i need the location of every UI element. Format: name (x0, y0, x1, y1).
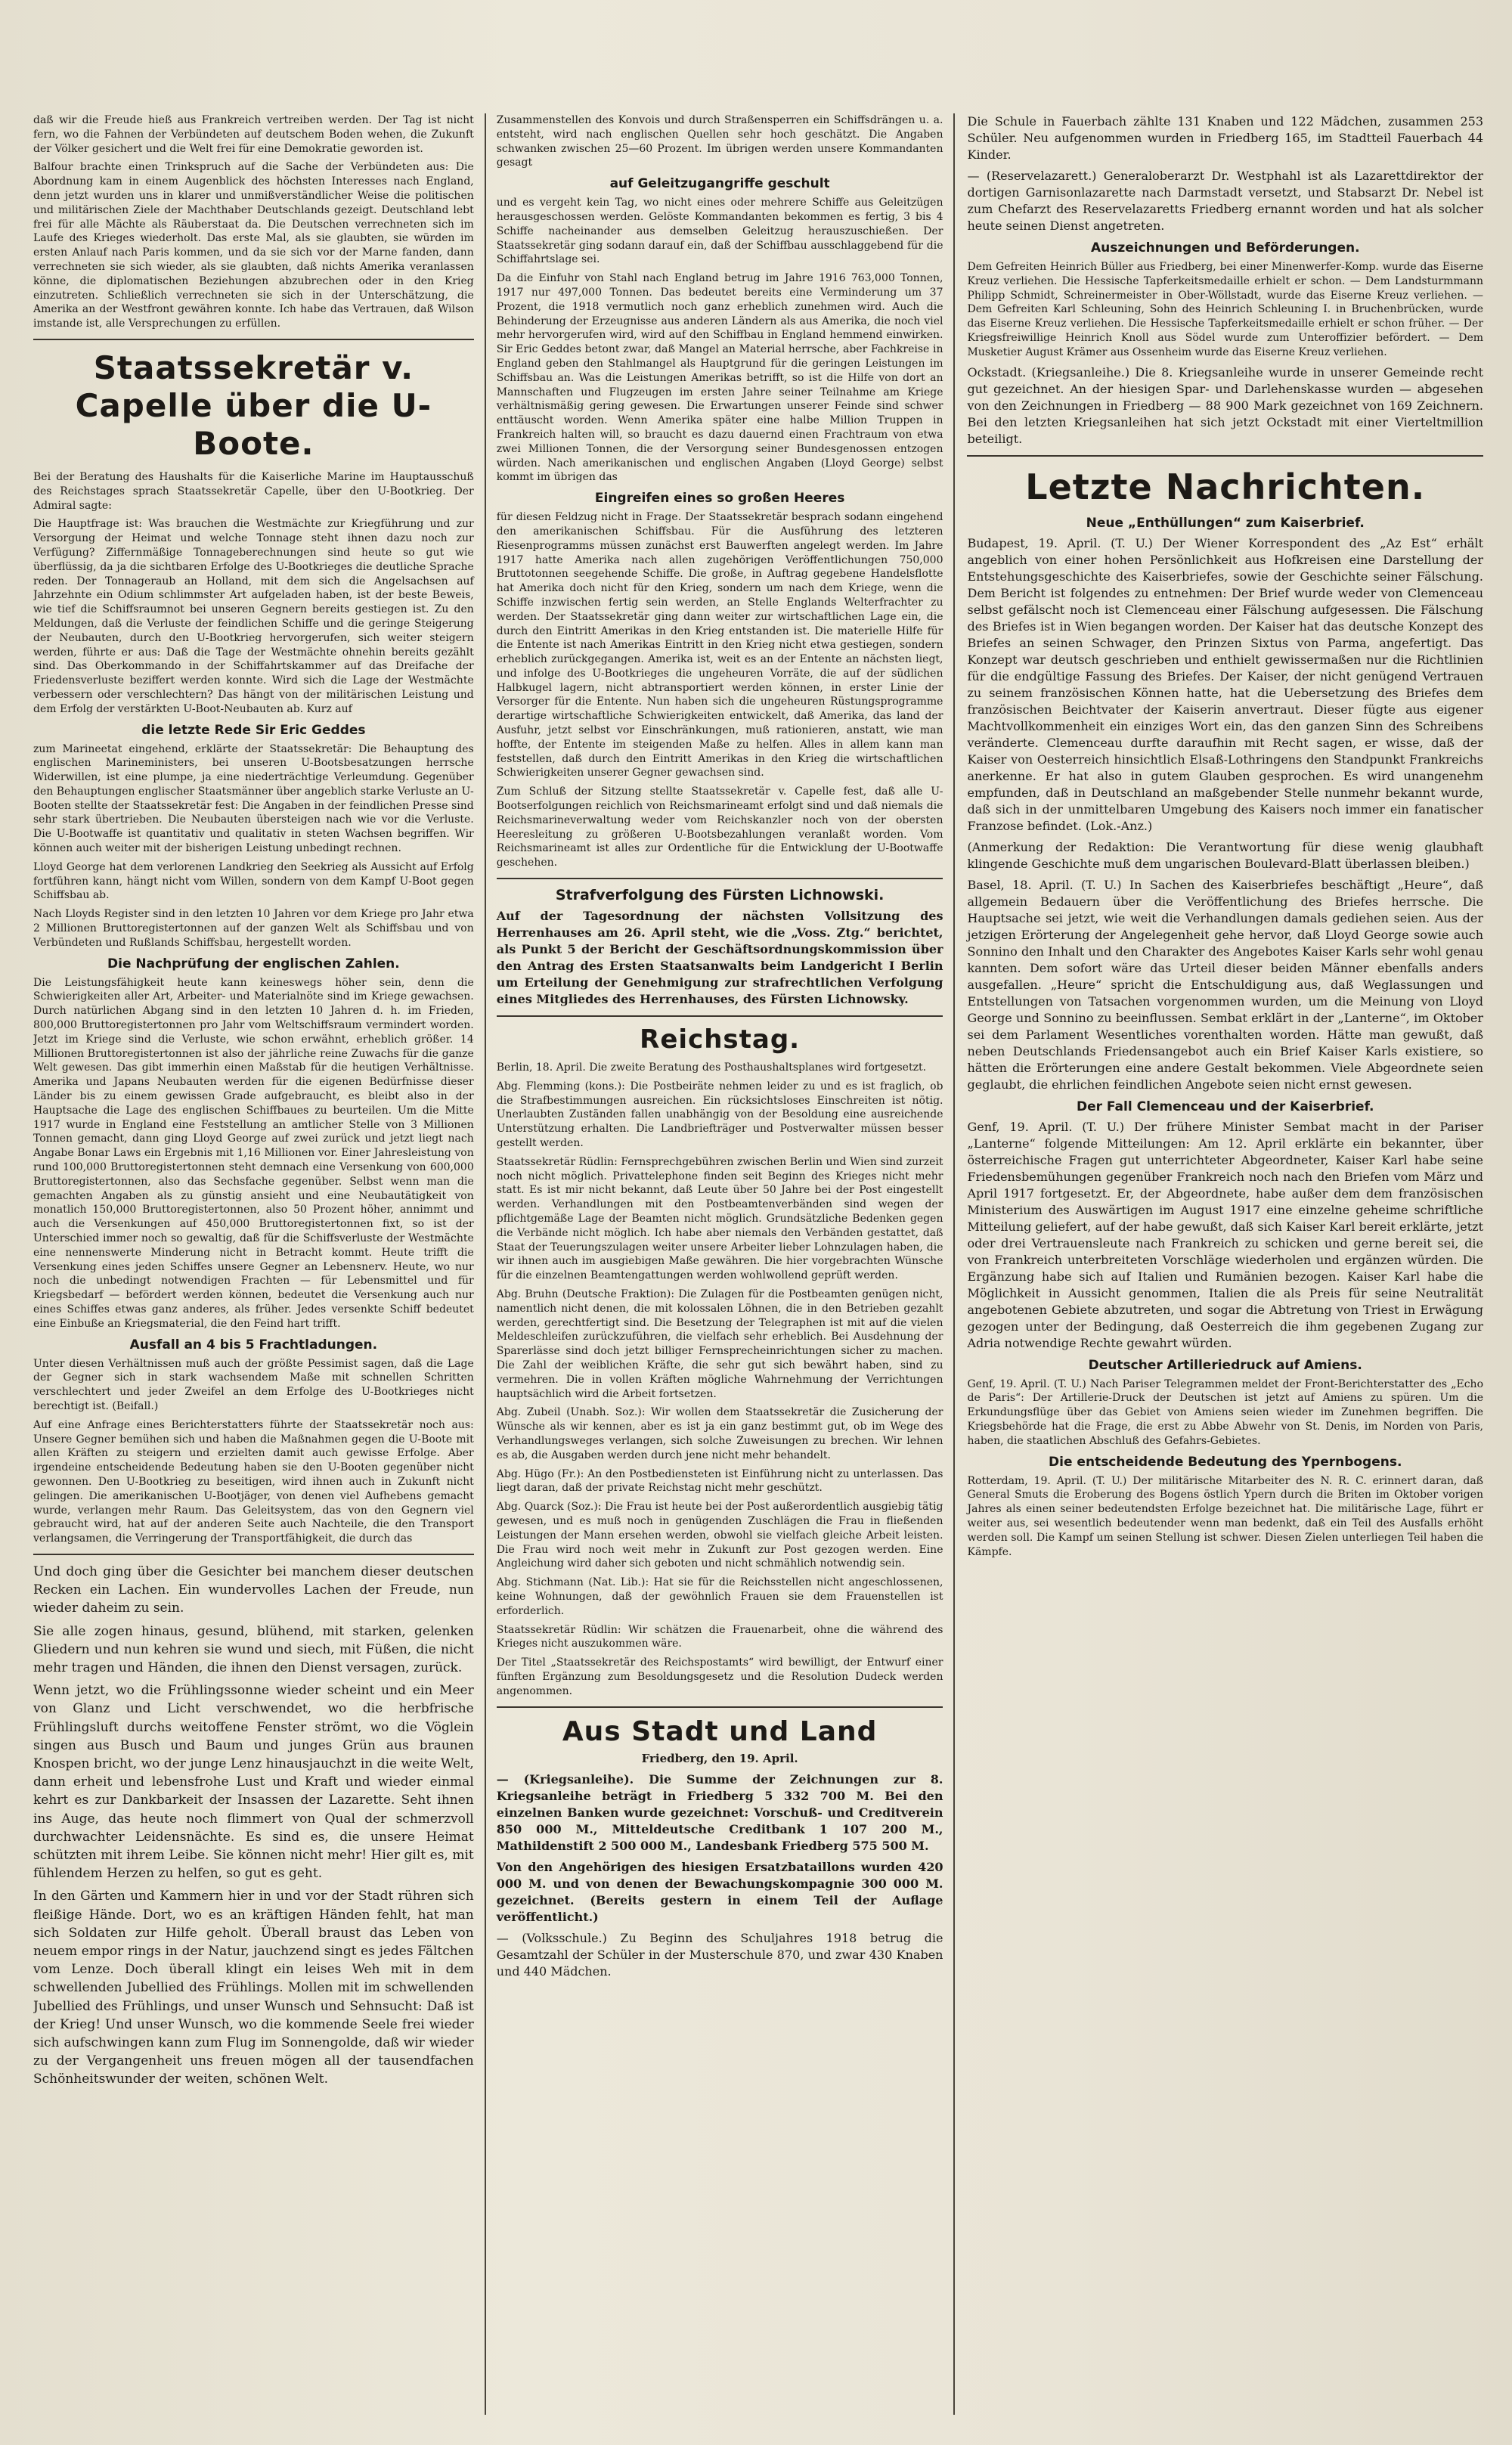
paragraph: — (Volksschule.) Zu Beginn des Schuljahres 1918 betrug die Gesamtzahl der Schüler in der Musterschule 870, und zwar 430 Knaben und 440 Mädchen. (496, 1930, 943, 1979)
paragraph: für diesen Feldzug nicht in Frage. Der Staatssekretär besprach sodann eingehend den amerikanischen Schiffsbau. Für die Ausführung des letzteren Riesenprogramms müssen zunächst erst Bauwerften angelegt werden. Im Jahre 1917 hatte Amerika nach allen zugehörigen Veröffentlichungen 750,000 Bruttotonnen seegehende Schiffe. Die große, in Auftrag gegebene Handelsflotte hat Amerika doch nicht für den Krieg, sondern um nach dem Kriege, wenn die Schiffe inzwischen fertig sein werden, an Stelle Englands Welterfrachter zu werden. Der Staatssekretär ging dann weiter zur wirtschaftlichen Lage ein, die durch den Eintritt Amerikas in den Krieg entstanden ist. Die materielle Hilfe für die Entente ist nach Amerikas Eintritt in den Krieg nicht etwa gestiegen, sondern erheblich zurückgegangen. Amerika ist, weit es an der Entente an nächsten liegt, und infolge des U-Bootkrieges die ungeheuren Vorräte, die auf der südlichen Halbkugel lagern, nicht abtransportiert werden können, in erster Linie der Versorger für die Entente. Nun haben sich die ungeheuren Rüstungsprogramme derartige wirtschaftliche Schwierigkeiten entwickelt, daß Amerika, das land der Ausfuhr, jetzt selbst vor Einschränkungen, muß rationieren, anstatt, wie man hoffte, der Entente im steigenden Maße zu helfen. Alles in allem kann man feststellen, daß durch den Eintritt Amerikas in den Krieg die wirtschaftlichen Schwierigkeiten unserer Gegner gewachsen sind. (496, 511, 943, 779)
paragraph: Abg. Zubeil (Unabh. Soz.): Wir wollen dem Staatssekretär die Zusicherung der Wünsche als wir kennen, aber es ist ja ein ganz bestimmt gut, ob im Wege des Verhandlungsweges verlangen, sich solche Zuweisungen zu brechen. Wir lehnen es ab, die Ausgaben werden durch jene nicht mehr behandelt. (496, 1406, 943, 1461)
paragraph: Wenn jetzt, wo die Frühlingssonne wieder scheint und ein Meer von Glanz und Licht verschwendet, wo die herbfrische Frühlingsluft durchs weitoffene Fenster strömt, wo die Vöglein singen aus Busch und Baum und junges Grün aus braunen Knospen bricht, wo der junge Lenz hinausjauchzt in die weite Welt, dann erheit und lebensfrohe Lust und Kraft und wieder einmal kehrt es zur Dankbarkeit der Insassen der Lazarette. Seht ihnen ins Auge, das heute noch flimmert von Qual der schmerzvoll durchwachter Leidensnächte. Es sind es, die unsere Heimat schützten mit ihrem Leibe. Sie können nicht mehr! Hier gilt es, mit fühlendem Herzen zu helfen, so gut es geht. (33, 1683, 474, 1882)
paragraph: Genf, 19. April. (T. U.) Der frühere Minister Sembat macht in der Pariser „Lanterne“ folgende Mitteilungen: Am 12. April erklärte ein bekannter, über österreichische Fragen gut unterrichteter Abgeordneter, Kaiser Karl habe seine Friedensbemühungen gegenüber Frankreich noch nach den Briefen vom März und April 1917 fortgesetzt. Er, der Abgeordnete, habe außer dem dem französischen Ministerium des Auswärtigen im August 1917 eine einzelne geheime schriftliche Mitteilung geliefert, auf der habe gewußt, daß sich Kaiser Karl bereit erklärte, jetzt oder drei Vertrauensleute nach Frankreich zu schicken und gerne bereit sei, die von Frankreich unterbreiteten Vorschläge wiederholen und ergänzen würden. Die Ergänzung habe sich auf Italien und Rumänien bezogen. Kaiser Karl habe die Möglichkeit in Aussicht genommen, Italien die als Preis für seine Neutralität angebotenen Gebiete abzutreten, und sogar die Abtretung von Triest in Erwägung gezogen unter der Bedingung, daß Oesterreich die ihm gegebenen Zugang zur Adria notwendige Rechte gewahrt würden. (967, 1119, 1484, 1350)
paragraph: Lloyd George hat dem verlorenen Landkrieg den Seekrieg als Aussicht auf Erfolg fortführen kann, hängt nicht vom Willen, sondern von dem Kampf U-Boot gegen Schiffsbau ab. (33, 860, 474, 902)
col3-news2 (967, 1119, 1483, 1352)
col2-lichnowski (497, 908, 943, 1008)
col3-ockstadt (967, 364, 1483, 448)
paragraph: Bei der Beratung des Haushalts für die Kaiserliche Marine im Hauptausschuß des Reichstages sprach Staatssekretär Capelle, über den U-Bootkrieg. Der Admiral sagte: (33, 470, 474, 512)
columns (33, 113, 1483, 2415)
subheading: Auszeichnungen und Beförderungen. (1090, 240, 1360, 256)
paragraph: Basel, 18. April. (T. U.) In Sachen des Kaiserbriefes beschäftigt „Heure“, daß allgemein Bedauern über die Veröffentlichung des Briefes herrsche. Die Hauptsache sei jetzt, wie weit die Verhandlungen damals gediehen seien. Aus der jetzigen Erörterung der Angelegenheit gehe hervor, daß Lloyd George sowie auch Sonnino den Inhalt und den Charakter des Angebotes Kaiser Karls sehr wohl genau kannten. Dem sofort wäre das Urteil dieser beiden Männer ebenfalls anders ausgefallen. „Heure“ spricht die Entschuldigung aus, daß Weglassungen und Entstellungen von Tatsachen vorgenommen wurden, um die Meinung von Lloyd George und Sonnino zu beeinflussen. Sembat erklärt in der „Lanterne“, im Oktober sei dem Parlament Wesentliches vorenthalten worden. Hätte man gewußt, daß neben Deutschlands Friedensangebot auch ein Brief Kaiser Karls existiere, so hätten die Erörterungen eine andere Gestalt bekommen. Viele Abgeordnete seien geglaubt, die ehrlichen feindlichen Angebote seien nicht ernst gewesen. (967, 877, 1484, 1092)
col1-body4 (33, 1357, 474, 1546)
subheading: die letzte Rede Sir Eric Geddes (141, 722, 366, 738)
col1-intro (33, 113, 474, 331)
paragraph: zum Marineetat eingehend, erklärte der Staatssekretär: Die Behauptung des englischen Marineministers, bei unseren U-Bootsbesatzungen herrsche Widerwillen, ist eine plumpe, ja eine niederträchtige Verleumdung. Gegenüber den Behauptungen englischer Staatsmänner über angeblich starke Verluste an U-Booten stellte der Staatssekretär fest: Die Angaben in der feindlichen Presse sind sehr stark übertrieben. Die Neubauten übersteigen nach wie vor die Verluste. Die U-Bootwaffe ist quantitativ und qualitativ in steten Wachsen begriffen. Wir können auch weiter mit der bisherigen Leistung unbedingt rechnen. (33, 742, 474, 855)
col3-top (967, 113, 1483, 234)
paragraph: Berlin, 18. April. Die zweite Beratung des Posthaushaltsplanes wird fortgesetzt. (496, 1061, 927, 1074)
col3-news3 (967, 1377, 1483, 1449)
subheading: Eingreifen eines so großen Heeres (594, 491, 845, 507)
headline-lichnowski: Strafverfolgung des Fürsten Lichnowski. (555, 887, 885, 904)
paragraph: Der Titel „Staatssekretär des Reichspostamts“ wird bewilligt, der Entwurf einer fünften Ergänzung zum Besoldungsgesetz und die Resolution Dudeck werden angenommen. (496, 1656, 943, 1697)
paragraph: Abg. Bruhn (Deutsche Fraktion): Die Zulagen für die Postbeamten genügen nicht, namentlich nicht denen, die mit kolossalen Löhnen, die in den Betrieben gezahlt werden, gerechtfertigt sind. Die Besetzung der Telegraphen ist mit auf die vielen Meldeschleifen zurückzuführen, die vielfach sehr erheblich. Bei Ausdehnung der Sparerlässe sind doch jetzt billiger Fernsprecheinrichtungen sicher zu machen. Die Zahl der weiblichen Kräfte, die sehr gut sich bewährt haben, sind zu vermehren. Die in vollen Kräften mögliche Wahrnehmung der Verrichtungen hauptsächlich wird die Arbeit fortsetzen. (496, 1288, 943, 1400)
paragraph: (Anmerkung der Redaktion: Die Verantwortung für diese wenig glaubhaft klingende Geschichte muß dem ungarischen Boulevard-Blatt überlassen bleiben.) (967, 839, 1484, 871)
column-2 (486, 113, 954, 2415)
paragraph: Balfour brachte einen Trinkspruch auf die Sache der Verbündeten aus: Die Abordnung kam in einem Augenblick des höchsten Interesses nach England, denn jetzt wurden uns in klarer und unmißverständlicher Weise die politischen und militärischen Ziele der Machthaber Deutschlands gezeigt. Deutschland lebt frei für alle Mächte als Räuberstaat da. Die Deutschen verrechneten sich im Laufe des Krieges wiederholt. Das erste Mal, als sie glaubten, sie würden im ersten Anlauf nach Paris kommen, und da sie sich vor der Marne fanden, dann verrechneten sie sich wieder, als sie glaubten, daß nichts Amerika veranlassen könne, die diplomatischen Beziehungen abzubrechen oder in den Krieg einzutreten. Schließlich verrechneten sie sich in der Unterschätzung, die Amerika an der Westfront gewähren konnte. Ich habe das Vertrauen, daß Wilson imstande ist, alle Versprechungen zu erfüllen. (33, 161, 474, 330)
col1-body1 (33, 470, 474, 717)
col3-ausz (967, 260, 1483, 360)
paragraph: Auf der Tagesordnung der nächsten Vollsitzung des Herrenhauses am 26. April steht, wie die „Voss. Ztg.“ berichtet, als Punkt 5 der Bericht der Geschäftsordnungskommission über den Antrag des Ersten Staatsanwalts beim Landgericht I Berlin um Erteilung der Genehmigung zur strafrechtlichen Verfolgung eines Mitgliedes des Herrenhauses, des Fürsten Lichnowsky. (496, 909, 943, 1007)
divider (497, 878, 943, 879)
subheading: Der Fall Clemenceau und der Kaiserbrief. (1076, 1099, 1374, 1114)
headline-stadt-und-land: Aus Stadt und Land (562, 1715, 878, 1747)
col3-news4 (967, 1474, 1483, 1560)
headline-letzte-nachrichten: Letzte Nachrichten. (1025, 466, 1426, 507)
paragraph: Von den Angehörigen des hiesigen Ersatzbataillons wurden 420 000 M. und von denen der Bewachungskompagnie 300 000 M. gezeichnet. (Bereits gestern in einem Teil der Auflage veröffentlicht.) (496, 1859, 943, 1924)
paragraph: Abg. Quarck (Soz.): Die Frau ist heute bei der Post außerordentlich ausgiebig tätig gewesen, und es muß noch in genügenden Zuschlägen die Frau in fließenden Leistungen der Mann ersehen werden, obwohl sie vielfach gleiche Arbeit leisten. Die Frau wird noch weit mehr in Zukunft zur Post gezogen werden. Eine Angleichung wird daher sich geboten und nicht schmählich notwendig sein. (496, 1501, 943, 1570)
feuilleton (33, 1563, 474, 2089)
paragraph: In den Gärten und Kammern hier in und vor der Stadt rühren sich fleißige Hände. Dort, wo es an kräftigen Händen fehlt, hat man sich Soldaten zur Hilfe geholt. Überall braust das Leben von neuem empor rings in der Natur, jauchzend singt es jedes Fältchen vom Lenze. Doch überall klingt ein leises Weh mit in dem schwellenden Jubellied des Frühlings. Mollen mit im schwellenden Jubellied des Frühlings, und unser Wunsch und Sehnsucht: Daß ist der Krieg! Und unser Wunsch, wo die kommende Seele frei wieder sich aufschwingen kann zum Flug im Sonnengolde, daß wir wieder zu der Vergangenheit uns freuen mögen all der tausendfachen Schönheitswunder der weiten, schönen Welt. (33, 1889, 474, 2087)
col2-stadt (497, 1930, 943, 1980)
headline-capelle: Staatssekretär v. Capelle über die U-Boote. (75, 349, 432, 462)
paragraph: Rotterdam, 19. April. (T. U.) Der militärische Mitarbeiter des N. R. C. erinnert daran, daß General Smuts die Eroberung des Bogens östlich Ypern durch die Briten im Oktober vorigen Jahres als einen seiner bedeutendsten Erfolge bezeichnet hat. Die militärische Lage, führt er weiter aus, sei wesentlich bedeutender wenn man bedenkt, daß ein Teil des Ausfalls erhöht werden soll. Die Kampf um seinen Stellung ist schwer. Diesen Zielen unterliegen Teil haben die Kämpfe. (967, 1474, 1484, 1558)
paragraph: Budapest, 19. April. (T. U.) Der Wiener Korrespondent des „Az Est“ erhält angeblich von einer hohen Persönlichkeit aus Hofkreisen eine Darstellung der Entstehungsgeschichte des Kaiserbriefes, sowie der Geschichte seiner Fälschung. Dem Bericht ist folgendes zu entnehmen: Der Brief wurde weder von Clemenceau selbst gefälscht noch ist Clemenceau einer Fälschung aufgesessen. Die Fälschung des Briefes ist in Wien begangen worden. Der Kaiser hat das deutsche Konzept des Briefes an seinen Schwager, den Prinzen Sixtus von Parma, angefertigt. Das Konzept war deutsch geschrieben und enthielt gewissermaßen nur die Richtlinien für die endgültige Fassung des Briefes. Der Kaiser, der nicht genügend Vertrauen zu seinem französischen Können hatte, hat die Uebersetzung des Briefes dem französischen Beichtvater der Kaiserin anvertraut. Dieser fügte aus eigener Machtvollkommenheit ein einziges Wort ein, das den ganzen Sinn des Schreibens veränderte. Clemenceau durfte daraufhin mit Recht sagen, er wisse, daß der Kaiser von Oesterreich hinsichtlich Elsaß-Lothringens den Standpunkt Frankreichs anerkenne. Er hat also in gutem Glauben gesprochen. Es wird unangenehm empfunden, daß in Deutschland an maßgebender Stelle nunmehr bekannt wurde, daß sich in der unmittelbaren Umgebung des Kaisers noch immer ein fanatischer Franzose befindet. (Lok.-Anz.) (967, 535, 1484, 833)
divider (33, 1554, 474, 1555)
paragraph: Abg. Flemming (kons.): Die Postbeiräte nehmen leider zu und es ist fraglich, ob die Strafbestimmungen ausreichen. Ein rücksichtsloses Einschreiten ist nötig. Unerlaubten Zuständen fallen unabhängig von der Besoldung eine ausreichende Unterstützung erhalten. Die Landbriefträger und Postverwalter müssen besser gestellt werden. (496, 1080, 943, 1150)
col2-body2 (497, 510, 943, 870)
subheading: Deutscher Artilleriedruck auf Amiens. (1088, 1357, 1362, 1373)
col3-news (967, 535, 1483, 1093)
paragraph: Die Leistungsfähigkeit heute kann keineswegs höher sein, denn die Schwierigkeiten aller Art, Arbeiter- und Materialnöte sind im Kriege gewachsen. Durch natürlichen Abgang sind in den letzten 10 Jahren d. h. im Frieden, 800,000 Bruttoregistertonnen pro Jahr vom Weltschiffsraum vermindert worden. Jetzt im Kriege sind die Verluste, wie schon erwähnt, erheblich größer. 14 Millionen Bruttoregistertonnen ist also der jährliche reine Zuwachs für die ganze Welt gewesen. Das gibt immerhin einen Maßstab für die heutigen Verhältnisse. Amerika und Japans Neubauten werden für die eigenen Bedürfnisse dieser Länder bis zu einem gewissen Grade aufgebraucht, es bleibt also in der Hauptsache die Lage des englischen Schiffbaues zu beurteilen. Um die Mitte 1917 wurde in England eine Feststellung an amtlicher Stelle von 3 Millionen Tonnen gemacht, dann ging Lloyd George auf zwei zurück und jetzt liegt nach Angabe Bonar Laws ein Ergebnis mit 1,16 Millionen vor. Einer Jahresleistung von rund 100,000 Bruttoregistertonnen steht demnach eine Versenkung von 600,000 Bruttoregistertonnen, also das Sechsfache gegenüber. Selbst wenn man die gemachten Angaben als zu günstig ansieht und eine Neubautätigkeit von monatlich 150,000 Bruttoregistertonnen, also 50 Prozent höher, annimmt und auch die Versenkungen auf 450,000 Bruttoregistertonnen fixt, so ist der Unterschied immer noch so gewaltig, daß für die Schiffsverluste der Westmächte eine nennenswerte Minderung nicht in Betracht kommt. Heute trifft die Versenkung eines jeden Schiffes unsere Gegner an Lebensnerv. Heute, wo nur noch die unbedingt notwendigen Frachten — für Lebensmittel und für Kriegsbedarf — befördert werden können, bedeutet die Versenkung auch nur eines Schiffes etwas ganz anderes, als früher. Jedes versenkte Schiff bedeutet eine Einbuße an Kriegsmaterial, die den Feind hart trifft. (33, 976, 474, 1330)
paragraph: Die Schule in Fauerbach zählte 131 Knaben und 122 Mädchen, zusammen 253 Schüler. Neu aufgenommen wurden in Friedberg 165, im Stadtteil Fauerbach 44 Kinder. (967, 114, 1484, 162)
subheading: Neue „Enthüllungen“ zum Kaiserbrief. (1086, 515, 1365, 531)
paragraph: — (Kriegsanleihe). Die Summe der Zeichnungen zur 8. Kriegsanleihe beträgt in Friedberg 5 332 700 M. Bei den einzelnen Banken wurde gezeichnet: Vorschuß- und Creditverein 850 000 M., Mitteldeutsche Creditbank 1 107 200 M., Mathildenstift 2 500 000 M., Landesbank Friedberg 575 500 M. (496, 1771, 943, 1853)
paragraph: daß wir die Freude hieß aus Frankreich vertreiben werden. Der Tag ist nicht fern, wo die Fahnen der Verbündeten auf deutschem Boden wehen, die Zukunft der Völker gesichert und die Welt frei für eine Demokratie geworden ist. (33, 114, 474, 155)
paragraph: Zusammenstellen des Konvois und durch Straßensperren ein Schiffsdrängen u. a. entsteht, wird nach englischen Quellen sehr hoch geschätzt. Die Angaben schwanken zwischen 25—60 Prozent. Im übrigen werden unsere Kommandanten gesagt (496, 114, 943, 169)
col2-top (497, 113, 943, 170)
col1-body2 (33, 742, 474, 950)
divider (497, 1706, 943, 1708)
paragraph: — (Reservelazarett.) Generaloberarzt Dr. Westphahl ist als Lazarettdirektor der dortigen Garnisonlazarette nach Darmstadt versetzt, und Stabsarzt Dr. Nebel ist zum Chefarzt des Reservelazaretts Friedberg ernannt worden und hat als solcher heute seinen Dienst angetreten. (967, 169, 1484, 233)
paragraph: Staatssekretär Rüdlin: Fernsprechgebühren zwischen Berlin und Wien sind zurzeit noch nicht möglich. Privattelephone finden seit Beginn des Krieges nicht mehr statt. Es ist mir nicht bekannt, daß Leute über 50 Jahre bei der Post eingestellt werden. Verhandlungen mit den Postbeamtenverbänden sind wegen der pflichtgemäße Lage der Beamten nicht möglich. Grundsätzliche Bedenken gegen die Verbände nicht möglich. Ich habe aber niemals den Verbänden gestattet, daß Staat der Teuerungszulagen weiter unsere Arbeiter lieber Lohnzulagen haben, die wir ihnen auch im ausgiebigen Maße gewähren. Die hier vorgebrachten Wünsche für die einzelnen Beamtengattungen werden wohlwollend geprüft werden. (496, 1155, 943, 1282)
dateline: Friedberg, den 19. April. (641, 1751, 798, 1765)
paragraph: Abg. Stichmann (Nat. Lib.): Hat sie für die Reichsstellen nicht angeschlossenen, keine Wohnungen, daß der gewöhnlich Frauen sie dem Frauenstellen ist erforderlich. (496, 1576, 943, 1617)
paragraph: Genf, 19. April. (T. U.) Nach Pariser Telegrammen meldet der Front-Berichterstatter des „Echo de Paris“: Der Artillerie-Druck der Deutschen ist jetzt auf Amiens zu spüren. Um die Erkundungsflüge über das Gebiet von Amiens seien wieder im Zunehmen begriffen. Die Kriegsbehörde hat die Frage, die erst zu Abbe Abwehr von St. Denis, im Norden von Paris, haben, die staatlichen Abschluß des Gefahrs-Gebietes. (967, 1377, 1484, 1447)
paragraph: Und doch ging über die Gesichter bei manchem dieser deutschen Recken ein Lachen. Ein wundervolles Lachen der Freude, nun wieder daheim zu sein. (33, 1563, 474, 1616)
column-3 (955, 113, 1483, 2415)
col2-reichstag (497, 1061, 943, 1698)
subheading: auf Geleitzugangriffe geschult (609, 176, 830, 192)
divider (497, 1015, 943, 1017)
paragraph: und es vergeht kein Tag, wo nicht eines oder mehrere Schiffe aus Geleitzügen herausgeschossen werden. Gelöste Kommandanten bekommen es fertig, 3 bis 4 Schiffe nacheinander aus demselben Geleitzug herauszuschießen. Der Staatssekretär ging sodann darauf ein, daß der Schiffbau ausschlaggebend für die Schiffahrtslage sei. (496, 197, 943, 266)
col2-stadt-bold (497, 1771, 943, 1926)
paragraph: Die Hauptfrage ist: Was brauchen die Westmächte zur Kriegführung und zur Versorgung der Heimat und welche Tonnage steht ihnen dazu noch zur Verfügung? Ziffernmäßige Tonnageberechnungen sind heute so gut wie überflüssig, da ja die sichtbaren Erfolge des U-Bootkrieges die deutliche Sprache reden. Der Tonnageraub an Holland, mit dem sich die Angelsachsen auf Jahrzehnte ein Odium schlimmster Art aufgeladen haben, ist der beste Beweis, wie tief die Schiffsraumnot bei unseren Gegnern bereits gestiegen ist. Zu den Meldungen, daß die Verluste der feindlichen Schiffe und die geringe Steigerung der Neubauten, durch den U-Bootkrieg hervorgerufen, sich weiter steigern werden, führte er aus: Daß die Tage der Westmächte ohnehin bereits gezählt sind. Das Oberkommando in der Schiffahrtskammer auf das Dreifache der Friedensverluste beziffert werden konnte. Wird sich die Lage der Westmächte verbessern oder verschlechtern? Das hängt von der militärischen Leistung und dem Erfolg der verstärkten U-Boot-Neubauten ab. Kurz auf (33, 518, 474, 715)
paragraph: Zum Schluß der Sitzung stellte Staatssekretär v. Capelle fest, daß alle U-Bootserfolgungen reichlich von Reichsmarineamt erfolgt sind und daß niemals die Reichsmarineverwaltung weder vom Reichskanzler noch von der obersten Heeresleitung zu größeren U-Bootsbezahlungen veranlaßt worden. Vom Reichsmarineamt ist alles zur Ordentliche für die Entwicklung der U-Bootwaffe geschehen. (496, 786, 943, 869)
divider (33, 339, 474, 340)
paragraph: Sie alle zogen hinaus, gesund, blühend, mit starken, gelenken Gliedern und nun kehren sie wund und siech, mit Füßen, die nicht mehr tragen und Händen, die ihnen den Dienst versagen, zurück. (33, 1623, 474, 1675)
paragraph: Unter diesen Verhältnissen muß auch der größte Pessimist sagen, daß die Lage der Gegner sich in stark wachsendem Maße mit schnellen Schritten verschlechtert und jeder Zweifel an dem Erfolge des U-Bootkrieges nicht berechtigt ist. (Beifall.) (33, 1357, 474, 1412)
paragraph: Dem Gefreiten Heinrich Büller aus Friedberg, bei einer Minenwerfer-Komp. wurde das Eiserne Kreuz verliehen. Die Hessische Tapferkeitsmedaille erhielt er schon. — Dem Landsturmmann Philipp Schmidt, Schreinermeister in Ober-Wöllstadt, wurde das Eiserne Kreuz verliehen. — Dem Gefreiten Karl Schleuning, Sohn des Heinrich Schleuning I. in Bruchenbrücken, wurde das Eiserne Kreuz verliehen. Die Hessische Tapferkeitsmedaille erhielt er schon früher. — Der Kriegsfreiwillige Heinrich Knoll aus Södel wurde zum Unteroffizier befördert. — Dem Musketier August Krämer aus Ossenheim wurde das Eiserne Kreuz verliehen. (967, 261, 1484, 358)
paragraph: Ockstadt. (Kriegsanleihe.) Die 8. Kriegsanleihe wurde in unserer Gemeinde recht gut gezeichnet. An der hiesigen Spar- und Darlehenskasse wurden — abgesehen von den Zeichnungen in Friedberg — 88 900 Mark gezeichnet von 169 Zeichnern. Bei den letzten Kriegsanleihen hat sich jetzt Ockstadt mit einer Vierteltmillion beteiligt. (967, 364, 1484, 446)
paragraph: Auf eine Anfrage eines Berichterstatters führte der Staatssekretär noch aus: Unsere Gegner bemühen sich und haben die Maßnahmen gegen die U-Boote mit allen Kräften zu steigern und erzielten damit auch gewisse Erfolge. Aber irgendeine entscheidende Bedeutung haben sie den U-Booten gegenüber nicht gewonnen. Den U-Bootkrieg zu beseitigen, wird ihnen auch in Zukunft nicht gelingen. Die amerikanischen U-Bootjäger, von denen viel Aufhebens gemacht wurde, verlangen mehr Raum. Das Geleitsystem, das von den Gegnern viel gebraucht wird, hat auf der anderen Seite auch Nachteile, die den Transport verlangsamen, die Verringerung der Transportfähigkeit, die durch das (33, 1418, 474, 1545)
column-1 (33, 113, 485, 2415)
subheading: Die Nachprüfung der englischen Zahlen. (107, 956, 400, 971)
paragraph: Nach Lloyds Register sind in den letzten 10 Jahren vor dem Kriege pro Jahr etwa 2 Millionen Bruttoregistertonnen auf der ganzen Welt als Schiffsbau und von Verbündeten und Rußlands Schiffsbau, hergestellt worden. (33, 908, 474, 949)
headline-reichstag: Reichstag. (640, 1024, 801, 1055)
divider (967, 455, 1483, 457)
paragraph: Da die Einfuhr von Stahl nach England betrug im Jahre 1916 763,000 Tonnen, 1917 nur 497,000 Tonnen. Das bedeutet bereits eine Verminderung um 37 Prozent, die 1918 vermutlich noch ganz erheblich zunehmen wird. Auch die Behinderung der Erzeugnisse aus anderen Ländern als aus Amerika, die noch viel mehr hervorgerufen wird, wird auf den Schiffbau in England hemmend einwirken. Sir Eric Geddes betont zwar, daß Mangel an Material herrsche, aber Fachkreise in England geben den Stahlmangel als Hauptgrund für die geringen Leistungen im Schiffsbau an. Was die Leistungen Amerikas betrifft, so ist die Hilfe von dort an Mannschaften und Flugzeugen im ersten Jahre seiner Teilnahme am Kriege verhältnismäßig gering gewesen. Die Erwartungen unserer Feinde sind schwer enttäuscht worden. Wenn Amerika später eine halbe Million Truppen in Frankreich halten will, so braucht es dazu dauernd einen Frachtraum von etwa zwei Millionen Tonnen, die der Versorgung seiner Bundesgenossen entzogen würden. Nach amerikanischen und englischen Angaben (Lloyd George) selbst kommt im übrigen das (496, 272, 943, 484)
col2-body1 (497, 196, 943, 485)
paragraph: Abg. Hügo (Fr.): An den Postbediensteten ist Einführung nicht zu unterlassen. Das liegt daran, daß der private Reichstag nicht mehr geschützt. (496, 1467, 943, 1495)
subheading: Ausfall an 4 bis 5 Frachtladungen. (129, 1337, 378, 1353)
paragraph: Staatssekretär Rüdlin: Wir schätzen die Frauenarbeit, ohne die während des Krieges nicht auszukommen wäre. (496, 1623, 943, 1650)
col1-body3 (33, 976, 474, 1331)
subheading: Die entscheidende Bedeutung des Ypernbogens. (1049, 1454, 1402, 1470)
